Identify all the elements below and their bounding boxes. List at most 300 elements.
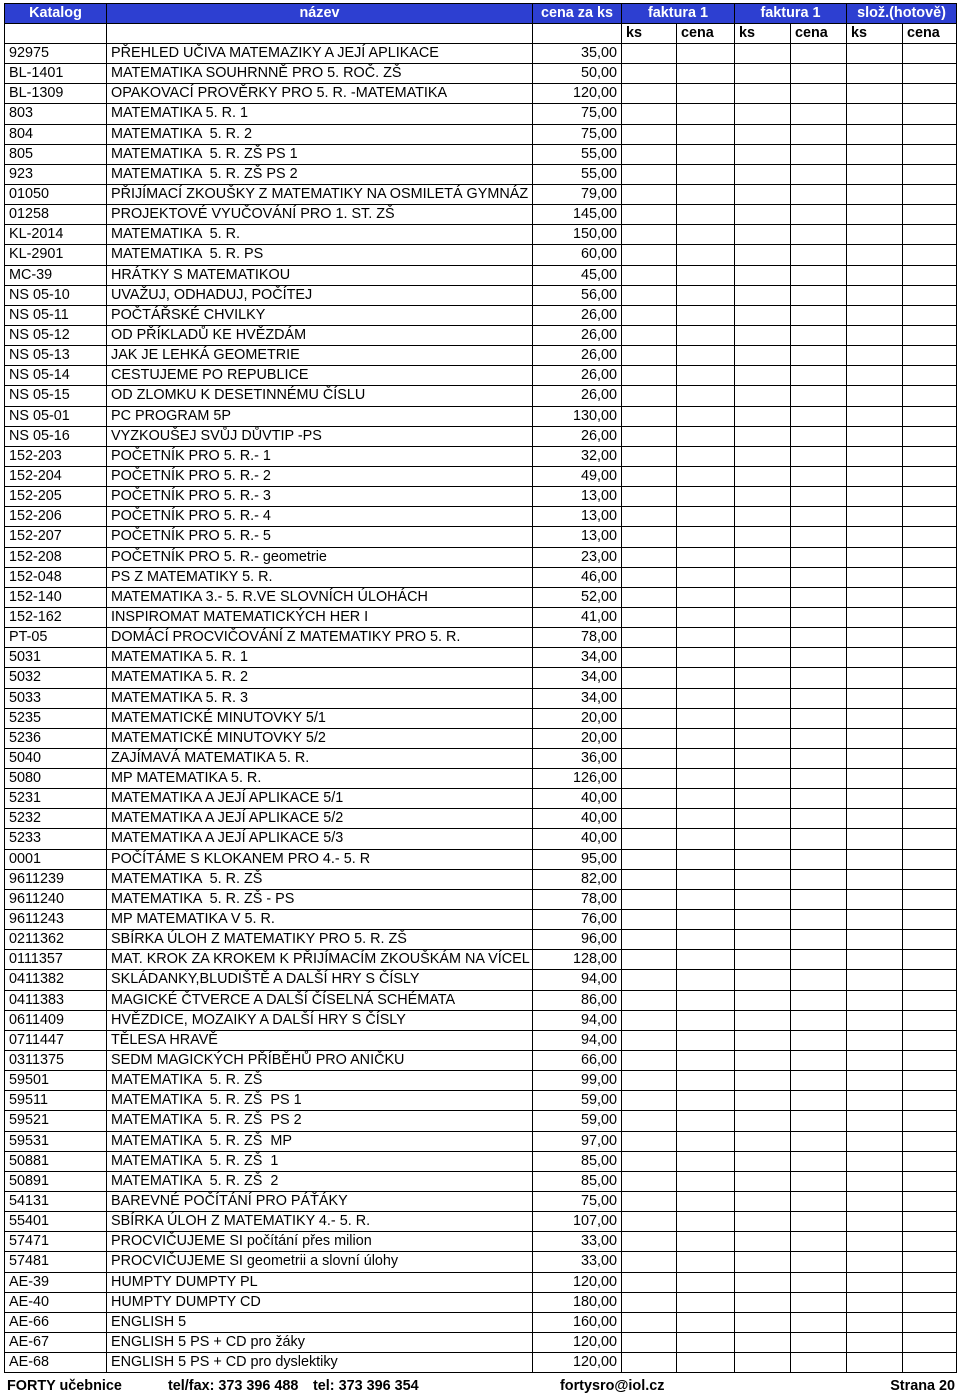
price-cell: 26,00 <box>533 326 622 346</box>
table-row <box>5 991 957 1011</box>
table-row <box>5 205 957 225</box>
invoice2-amount-cell <box>791 1313 847 1333</box>
cash-amount-cell <box>903 1252 957 1272</box>
cash-qty-cell <box>847 729 903 749</box>
invoice2-qty-cell <box>735 568 791 588</box>
invoice1-qty-cell <box>622 1051 677 1071</box>
table-row <box>5 1011 957 1031</box>
invoice1-qty-cell <box>622 366 677 386</box>
invoice2-qty-cell <box>735 850 791 870</box>
invoice2-qty-cell <box>735 407 791 427</box>
catalog-cell: NS 05-14 <box>5 366 107 386</box>
cash-qty-cell <box>847 950 903 970</box>
catalog-cell: NS 05-12 <box>5 326 107 346</box>
footer-company: FORTY učebnice <box>7 1378 122 1394</box>
invoice2-qty-cell <box>735 104 791 124</box>
price-cell: 76,00 <box>533 910 622 930</box>
cash-qty-cell <box>847 386 903 406</box>
invoice2-qty-cell <box>735 386 791 406</box>
cash-qty-cell <box>847 1051 903 1071</box>
invoice2-qty-cell <box>735 1293 791 1313</box>
cash-qty-cell <box>847 346 903 366</box>
cash-qty-cell <box>847 689 903 709</box>
page-footer <box>0 1376 960 1397</box>
cash-qty-cell <box>847 1273 903 1293</box>
invoice1-qty-cell <box>622 568 677 588</box>
price-cell: 13,00 <box>533 507 622 527</box>
invoice1-amount-cell <box>677 64 735 84</box>
cash-qty-cell <box>847 608 903 628</box>
invoice2-qty-cell <box>735 487 791 507</box>
catalog-cell: NS 05-15 <box>5 386 107 406</box>
title-cell: MP MATEMATIKA V 5. R. <box>107 910 533 930</box>
subheader-empty-title <box>107 24 533 44</box>
invoice2-qty-cell <box>735 1011 791 1031</box>
cash-amount-cell <box>903 306 957 326</box>
price-cell: 20,00 <box>533 729 622 749</box>
invoice1-qty-cell <box>622 326 677 346</box>
invoice2-qty-cell <box>735 266 791 286</box>
catalog-cell: AE-39 <box>5 1273 107 1293</box>
catalog-cell: NS 05-16 <box>5 427 107 447</box>
invoice1-qty-cell <box>622 44 677 64</box>
title-cell: OD ZLOMKU K DESETINNÉMU ČÍSLU <box>107 386 533 406</box>
cash-amount-cell <box>903 245 957 265</box>
invoice1-amount-cell <box>677 1172 735 1192</box>
cash-amount-cell <box>903 1011 957 1031</box>
catalog-cell: 0001 <box>5 850 107 870</box>
price-cell: 33,00 <box>533 1232 622 1252</box>
cash-amount-cell <box>903 588 957 608</box>
price-cell: 120,00 <box>533 1353 622 1373</box>
title-cell: HUMPTY DUMPTY PL <box>107 1273 533 1293</box>
table-row <box>5 709 957 729</box>
table-row <box>5 64 957 84</box>
invoice1-qty-cell <box>622 125 677 145</box>
cash-qty-cell <box>847 1091 903 1111</box>
title-cell: HUMPTY DUMPTY CD <box>107 1293 533 1313</box>
cash-amount-cell <box>903 1071 957 1091</box>
invoice1-amount-cell <box>677 346 735 366</box>
table-row <box>5 1313 957 1333</box>
table-row <box>5 245 957 265</box>
invoice2-amount-cell <box>791 44 847 64</box>
header-price: cena za ks <box>533 4 622 24</box>
cash-qty-cell <box>847 1212 903 1232</box>
invoice1-qty-cell <box>622 1111 677 1131</box>
invoice1-qty-cell <box>622 950 677 970</box>
cash-amount-cell <box>903 829 957 849</box>
subheader-invoice2-qty: ks <box>735 24 791 44</box>
title-cell: ENGLISH 5 PS + CD pro žáky <box>107 1333 533 1353</box>
title-cell: MATEMATIKA 3.- 5. R.VE SLOVNÍCH ÚLOHÁCH <box>107 588 533 608</box>
invoice1-amount-cell <box>677 1232 735 1252</box>
catalog-cell: 152-140 <box>5 588 107 608</box>
invoice2-qty-cell <box>735 1051 791 1071</box>
cash-qty-cell <box>847 809 903 829</box>
invoice1-qty-cell <box>622 165 677 185</box>
invoice2-amount-cell <box>791 447 847 467</box>
table-row <box>5 568 957 588</box>
invoice1-amount-cell <box>677 1212 735 1232</box>
title-cell: MP MATEMATIKA 5. R. <box>107 769 533 789</box>
invoice1-qty-cell <box>622 1293 677 1313</box>
cash-qty-cell <box>847 125 903 145</box>
table-row <box>5 1091 957 1111</box>
cash-qty-cell <box>847 44 903 64</box>
cash-qty-cell <box>847 648 903 668</box>
invoice2-qty-cell <box>735 628 791 648</box>
cash-amount-cell <box>903 467 957 487</box>
title-cell: MATEMATICKÉ MINUTOVKY 5/1 <box>107 709 533 729</box>
invoice1-amount-cell <box>677 44 735 64</box>
cash-amount-cell <box>903 125 957 145</box>
title-cell: HVĚZDICE, MOZAIKY A DALŠÍ HRY S ČÍSLY <box>107 1011 533 1031</box>
catalog-cell: 152-048 <box>5 568 107 588</box>
cash-amount-cell <box>903 346 957 366</box>
invoice1-qty-cell <box>622 1091 677 1111</box>
invoice1-amount-cell <box>677 950 735 970</box>
cash-amount-cell <box>903 507 957 527</box>
invoice1-qty-cell <box>622 1071 677 1091</box>
title-cell: POČETNÍK PRO 5. R.- 3 <box>107 487 533 507</box>
invoice1-amount-cell <box>677 1031 735 1051</box>
invoice2-qty-cell <box>735 829 791 849</box>
invoice2-qty-cell <box>735 286 791 306</box>
cash-amount-cell <box>903 729 957 749</box>
table-row <box>5 1071 957 1091</box>
invoice2-amount-cell <box>791 1192 847 1212</box>
cash-amount-cell <box>903 548 957 568</box>
subheader-empty-catalog <box>5 24 107 44</box>
invoice2-amount-cell <box>791 548 847 568</box>
cash-amount-cell <box>903 326 957 346</box>
invoice2-qty-cell <box>735 84 791 104</box>
invoice2-amount-cell <box>791 1051 847 1071</box>
price-cell: 120,00 <box>533 1273 622 1293</box>
invoice2-qty-cell <box>735 1031 791 1051</box>
cash-qty-cell <box>847 225 903 245</box>
subheader-cash-amount: cena <box>903 24 957 44</box>
title-cell: UVAŽUJ, ODHADUJ, POČÍTEJ <box>107 286 533 306</box>
invoice1-amount-cell <box>677 386 735 406</box>
footer-tel: tel: 373 396 354 <box>313 1378 419 1394</box>
price-cell: 26,00 <box>533 366 622 386</box>
catalog-cell: 152-205 <box>5 487 107 507</box>
table-row <box>5 185 957 205</box>
invoice2-qty-cell <box>735 1232 791 1252</box>
price-cell: 59,00 <box>533 1111 622 1131</box>
title-cell: MATEMATIKA SOUHRNNĚ PRO 5. ROČ. ZŠ <box>107 64 533 84</box>
catalog-cell: 805 <box>5 145 107 165</box>
price-cell: 78,00 <box>533 890 622 910</box>
table-row <box>5 1172 957 1192</box>
footer-email: fortysro@iol.cz <box>560 1378 665 1394</box>
invoice1-qty-cell <box>622 870 677 890</box>
invoice2-qty-cell <box>735 1192 791 1212</box>
invoice1-amount-cell <box>677 185 735 205</box>
invoice2-amount-cell <box>791 64 847 84</box>
invoice2-qty-cell <box>735 950 791 970</box>
cash-qty-cell <box>847 1333 903 1353</box>
cash-amount-cell <box>903 84 957 104</box>
title-cell: PC PROGRAM 5P <box>107 407 533 427</box>
cash-amount-cell <box>903 1333 957 1353</box>
price-cell: 94,00 <box>533 1031 622 1051</box>
invoice1-qty-cell <box>622 346 677 366</box>
invoice2-qty-cell <box>735 689 791 709</box>
catalog-cell: 57471 <box>5 1232 107 1252</box>
price-cell: 94,00 <box>533 1011 622 1031</box>
invoice2-amount-cell <box>791 467 847 487</box>
cash-amount-cell <box>903 1031 957 1051</box>
catalog-cell: 152-206 <box>5 507 107 527</box>
invoice2-qty-cell <box>735 145 791 165</box>
title-cell: ZAJÍMAVÁ MATEMATIKA 5. R. <box>107 749 533 769</box>
table-subheader-row <box>5 24 957 44</box>
invoice1-amount-cell <box>677 1051 735 1071</box>
subheader-invoice1-amount: cena <box>677 24 735 44</box>
price-cell: 34,00 <box>533 648 622 668</box>
invoice2-amount-cell <box>791 1232 847 1252</box>
cash-amount-cell <box>903 1091 957 1111</box>
invoice2-amount-cell <box>791 991 847 1011</box>
cash-amount-cell <box>903 1132 957 1152</box>
invoice1-amount-cell <box>677 789 735 809</box>
catalog-cell: 59531 <box>5 1132 107 1152</box>
table-row <box>5 729 957 749</box>
title-cell: SBÍRKA ÚLOH Z MATEMATIKY 4.- 5. R. <box>107 1212 533 1232</box>
invoice2-amount-cell <box>791 125 847 145</box>
invoice1-amount-cell <box>677 145 735 165</box>
invoice1-qty-cell <box>622 789 677 809</box>
cash-amount-cell <box>903 407 957 427</box>
invoice2-qty-cell <box>735 44 791 64</box>
title-cell: BAREVNÉ POČÍTÁNÍ PRO PÁŤÁKY <box>107 1192 533 1212</box>
invoice2-amount-cell <box>791 185 847 205</box>
invoice2-amount-cell <box>791 306 847 326</box>
title-cell: INSPIROMAT MATEMATICKÝCH HER I <box>107 608 533 628</box>
cash-amount-cell <box>903 64 957 84</box>
invoice1-amount-cell <box>677 366 735 386</box>
table-row <box>5 507 957 527</box>
invoice2-qty-cell <box>735 165 791 185</box>
cash-qty-cell <box>847 507 903 527</box>
title-cell: MATEMATICKÉ MINUTOVKY 5/2 <box>107 729 533 749</box>
cash-amount-cell <box>903 689 957 709</box>
cash-qty-cell <box>847 407 903 427</box>
invoice1-amount-cell <box>677 568 735 588</box>
invoice1-amount-cell <box>677 809 735 829</box>
invoice1-amount-cell <box>677 829 735 849</box>
table-row <box>5 1212 957 1232</box>
cash-amount-cell <box>903 628 957 648</box>
table-row <box>5 1111 957 1131</box>
invoice2-amount-cell <box>791 1071 847 1091</box>
cash-amount-cell <box>903 890 957 910</box>
table-row <box>5 789 957 809</box>
price-cell: 13,00 <box>533 527 622 547</box>
invoice1-amount-cell <box>677 870 735 890</box>
invoice1-qty-cell <box>622 286 677 306</box>
invoice1-qty-cell <box>622 1192 677 1212</box>
invoice2-amount-cell <box>791 386 847 406</box>
invoice2-qty-cell <box>735 185 791 205</box>
catalog-cell: 0411383 <box>5 991 107 1011</box>
table-row <box>5 44 957 64</box>
table-row <box>5 910 957 930</box>
table-row <box>5 890 957 910</box>
title-cell: MATEMATIKA 5. R. ZŠ MP <box>107 1132 533 1152</box>
table-row <box>5 1232 957 1252</box>
catalog-cell: AE-40 <box>5 1293 107 1313</box>
catalog-cell: MC-39 <box>5 266 107 286</box>
invoice1-amount-cell <box>677 668 735 688</box>
catalog-cell: NS 05-01 <box>5 407 107 427</box>
invoice2-amount-cell <box>791 366 847 386</box>
price-cell: 40,00 <box>533 789 622 809</box>
invoice1-qty-cell <box>622 850 677 870</box>
invoice1-amount-cell <box>677 850 735 870</box>
price-cell: 56,00 <box>533 286 622 306</box>
cash-qty-cell <box>847 1172 903 1192</box>
cash-qty-cell <box>847 1111 903 1131</box>
cash-amount-cell <box>903 1353 957 1373</box>
price-cell: 180,00 <box>533 1293 622 1313</box>
cash-qty-cell <box>847 306 903 326</box>
cash-qty-cell <box>847 568 903 588</box>
invoice1-amount-cell <box>677 910 735 930</box>
cash-qty-cell <box>847 1132 903 1152</box>
invoice2-qty-cell <box>735 1091 791 1111</box>
price-cell: 46,00 <box>533 568 622 588</box>
cash-amount-cell <box>903 266 957 286</box>
cash-amount-cell <box>903 1172 957 1192</box>
catalog-cell: 57481 <box>5 1252 107 1272</box>
catalog-cell: NS 05-13 <box>5 346 107 366</box>
table-row <box>5 608 957 628</box>
invoice1-amount-cell <box>677 467 735 487</box>
title-cell: MATEMATIKA 5. R. ZŠ PS 1 <box>107 145 533 165</box>
cash-qty-cell <box>847 548 903 568</box>
cash-amount-cell <box>903 286 957 306</box>
cash-amount-cell <box>903 870 957 890</box>
title-cell: POČETNÍK PRO 5. R.- 2 <box>107 467 533 487</box>
price-cell: 36,00 <box>533 749 622 769</box>
table-row <box>5 648 957 668</box>
cash-qty-cell <box>847 910 903 930</box>
invoice2-qty-cell <box>735 1132 791 1152</box>
cash-qty-cell <box>847 427 903 447</box>
invoice1-qty-cell <box>622 145 677 165</box>
invoice2-amount-cell <box>791 84 847 104</box>
price-cell: 55,00 <box>533 165 622 185</box>
invoice1-qty-cell <box>622 588 677 608</box>
invoice2-qty-cell <box>735 769 791 789</box>
cash-amount-cell <box>903 386 957 406</box>
invoice1-qty-cell <box>622 890 677 910</box>
price-cell: 95,00 <box>533 850 622 870</box>
invoice1-qty-cell <box>622 487 677 507</box>
price-cell: 35,00 <box>533 44 622 64</box>
catalog-cell: 5033 <box>5 689 107 709</box>
header-catalog: Katalog <box>5 4 107 24</box>
cash-qty-cell <box>847 769 903 789</box>
invoice2-amount-cell <box>791 326 847 346</box>
invoice1-amount-cell <box>677 225 735 245</box>
price-cell: 13,00 <box>533 487 622 507</box>
invoice1-amount-cell <box>677 407 735 427</box>
invoice1-amount-cell <box>677 648 735 668</box>
cash-qty-cell <box>847 1232 903 1252</box>
table-row <box>5 527 957 547</box>
table-row <box>5 950 957 970</box>
title-cell: ENGLISH 5 PS + CD pro dyslektiky <box>107 1353 533 1373</box>
table-row <box>5 487 957 507</box>
table-body <box>5 44 957 1373</box>
invoice2-amount-cell <box>791 970 847 990</box>
cash-qty-cell <box>847 1031 903 1051</box>
catalog-cell: 9611243 <box>5 910 107 930</box>
title-cell: JAK JE LEHKÁ GEOMETRIE <box>107 346 533 366</box>
cash-amount-cell <box>903 447 957 467</box>
invoice2-qty-cell <box>735 930 791 950</box>
invoice2-qty-cell <box>735 749 791 769</box>
cash-qty-cell <box>847 789 903 809</box>
invoice2-amount-cell <box>791 527 847 547</box>
invoice1-qty-cell <box>622 1313 677 1333</box>
invoice1-qty-cell <box>622 225 677 245</box>
title-cell: PŘEHLED UČIVA MATEMAZIKY A JEJÍ APLIKACE <box>107 44 533 64</box>
table-row <box>5 829 957 849</box>
title-cell: PROCVIČUJEME SI počítání přes milion <box>107 1232 533 1252</box>
table-row <box>5 1051 957 1071</box>
price-table <box>4 3 957 1373</box>
invoice2-amount-cell <box>791 427 847 447</box>
invoice1-qty-cell <box>622 548 677 568</box>
invoice2-amount-cell <box>791 1031 847 1051</box>
invoice2-amount-cell <box>791 809 847 829</box>
invoice1-qty-cell <box>622 447 677 467</box>
invoice2-amount-cell <box>791 286 847 306</box>
table-row <box>5 145 957 165</box>
cash-amount-cell <box>903 427 957 447</box>
title-cell: OPAKOVACÍ PROVĚRKY PRO 5. R. -MATEMATIKA <box>107 84 533 104</box>
table-row <box>5 266 957 286</box>
cash-amount-cell <box>903 1152 957 1172</box>
cash-amount-cell <box>903 809 957 829</box>
price-cell: 130,00 <box>533 407 622 427</box>
title-cell: MATEMATIKA 5. R. ZŠ 1 <box>107 1152 533 1172</box>
table-row <box>5 850 957 870</box>
catalog-cell: 92975 <box>5 44 107 64</box>
invoice1-qty-cell <box>622 407 677 427</box>
title-cell: HRÁTKY S MATEMATIKOU <box>107 266 533 286</box>
invoice2-qty-cell <box>735 1172 791 1192</box>
table-row <box>5 326 957 346</box>
invoice2-amount-cell <box>791 145 847 165</box>
invoice2-qty-cell <box>735 346 791 366</box>
invoice1-qty-cell <box>622 64 677 84</box>
header-invoice-1: faktura 1 <box>622 4 735 24</box>
cash-amount-cell <box>903 709 957 729</box>
cash-amount-cell <box>903 1313 957 1333</box>
title-cell: MATEMATIKA 5. R. PS <box>107 245 533 265</box>
invoice2-amount-cell <box>791 1212 847 1232</box>
cash-qty-cell <box>847 628 903 648</box>
invoice1-qty-cell <box>622 829 677 849</box>
cash-qty-cell <box>847 286 903 306</box>
